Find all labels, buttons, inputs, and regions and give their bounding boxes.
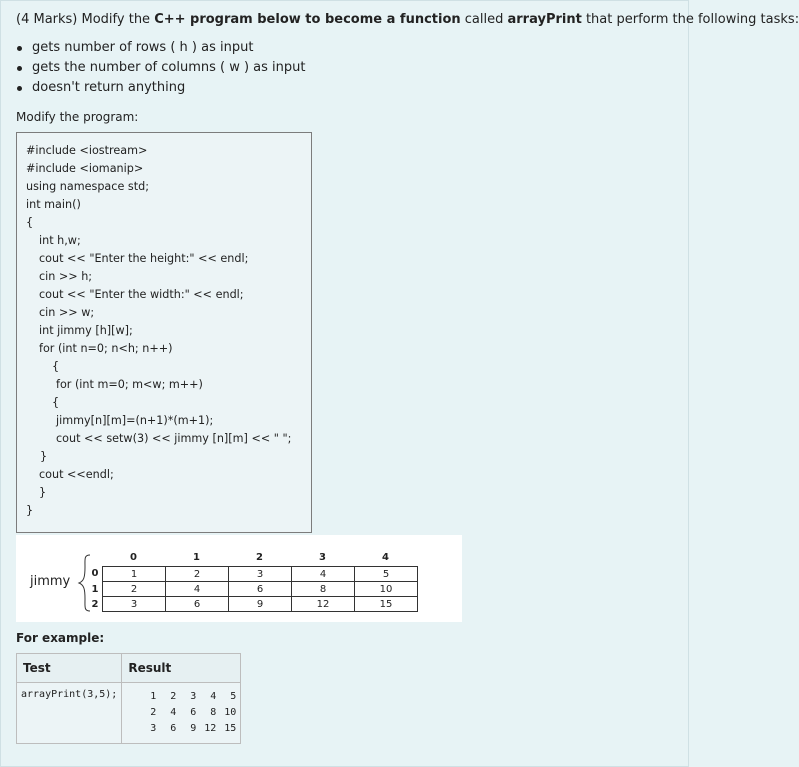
grid-cell: 2 [166, 567, 229, 582]
col-header: 3 [319, 552, 326, 563]
result-value: 6 [190, 707, 197, 718]
grid-row [103, 567, 418, 582]
result-value: 4 [210, 691, 217, 702]
grid-cell: 12 [292, 597, 355, 612]
result-value: 3 [150, 723, 157, 734]
code-line: using namespace std; [26, 180, 149, 193]
grid-cell: 4 [166, 582, 229, 597]
intro-function-name: arrayPrint [507, 12, 582, 27]
example-header-row [17, 654, 241, 683]
result-value: 3 [190, 691, 197, 702]
code-line: cin >> w; [39, 306, 95, 319]
code-line: } [39, 486, 47, 499]
grid-cell: 8 [292, 582, 355, 597]
task-list [16, 38, 306, 98]
grid-cell: 9 [229, 597, 292, 612]
result-value: 5 [230, 691, 237, 702]
code-line: { [52, 396, 60, 409]
grid-cell: 2 [103, 582, 166, 597]
col-header: 1 [193, 552, 200, 563]
result-value: 6 [170, 723, 177, 734]
code-line: #include <iomanip> [26, 162, 144, 175]
code-line: cout << "Enter the height:" << endl; [39, 252, 249, 265]
code-line: { [26, 216, 34, 229]
array-grid [102, 566, 418, 612]
grid-cell: 3 [229, 567, 292, 582]
code-line: cin >> h; [39, 270, 93, 283]
task-item: gets the number of columns ( w ) as input [16, 58, 306, 78]
grid-cell: 10 [355, 582, 418, 597]
result-value: 2 [170, 691, 177, 702]
task-item: gets number of rows ( h ) as input [16, 38, 306, 58]
result-value: 2 [150, 707, 157, 718]
test-call: arrayPrint(3,5); [17, 683, 122, 744]
code-box [16, 132, 312, 533]
result-value: 9 [190, 723, 197, 734]
code-line: for (int m=0; m<w; m++) [56, 378, 203, 391]
result-line [126, 721, 236, 737]
row-header: 1 [91, 584, 99, 595]
modify-label: Modify the program: [16, 110, 139, 124]
array-diagram [16, 535, 462, 622]
example-table [16, 653, 241, 744]
intro-marks: (4 Marks) Modify the [16, 12, 155, 27]
result-value: 4 [170, 707, 177, 718]
col-header: 2 [256, 552, 263, 563]
result-line [126, 705, 236, 721]
result-value: 1 [150, 691, 157, 702]
test-column-header: Test [17, 654, 122, 683]
grid-cell: 6 [229, 582, 292, 597]
grid-row [103, 582, 418, 597]
result-value: 10 [224, 707, 237, 718]
col-header: 4 [382, 552, 389, 563]
code-line: } [40, 450, 48, 463]
result-value: 8 [210, 707, 217, 718]
result-value: 15 [224, 723, 237, 734]
task-item: doesn't return anything [16, 78, 306, 98]
grid-cell: 6 [166, 597, 229, 612]
result-line [126, 689, 236, 705]
grid-cell: 1 [103, 567, 166, 582]
code-line: int h,w; [39, 234, 81, 247]
result-output [122, 683, 241, 744]
grid-cell: 4 [292, 567, 355, 582]
grid-cell: 3 [103, 597, 166, 612]
question-intro [16, 12, 799, 27]
grid-row [103, 597, 418, 612]
intro-lang: C++ program below to become a function [154, 12, 461, 27]
grid-cell: 15 [355, 597, 418, 612]
code-line: jimmy[n][m]=(n+1)*(m+1); [56, 414, 214, 427]
intro-called: called [460, 12, 508, 27]
code-line: int jimmy [h][w]; [39, 324, 133, 337]
code-line: cout << setw(3) << jimmy [n][m] << " "; [56, 432, 292, 445]
result-value: 12 [204, 723, 217, 734]
grid-cell: 5 [355, 567, 418, 582]
code-line: { [52, 360, 60, 373]
code-line: cout << "Enter the width:" << endl; [39, 288, 244, 301]
row-header: 2 [91, 599, 99, 610]
code-line: } [26, 504, 34, 517]
col-header: 0 [130, 552, 137, 563]
code-line: for (int n=0; n<h; n++) [39, 342, 173, 355]
example-row [17, 683, 241, 744]
result-column-header: Result [122, 654, 241, 683]
code-line: int main() [26, 198, 81, 211]
for-example-heading: For example: [16, 631, 105, 645]
array-name-label: jimmy [30, 574, 71, 589]
intro-rest: that perform the following tasks: [581, 12, 799, 27]
code-line: #include <iostream> [26, 144, 148, 157]
code-line: cout <<endl; [39, 468, 114, 481]
row-header: 0 [91, 568, 99, 579]
